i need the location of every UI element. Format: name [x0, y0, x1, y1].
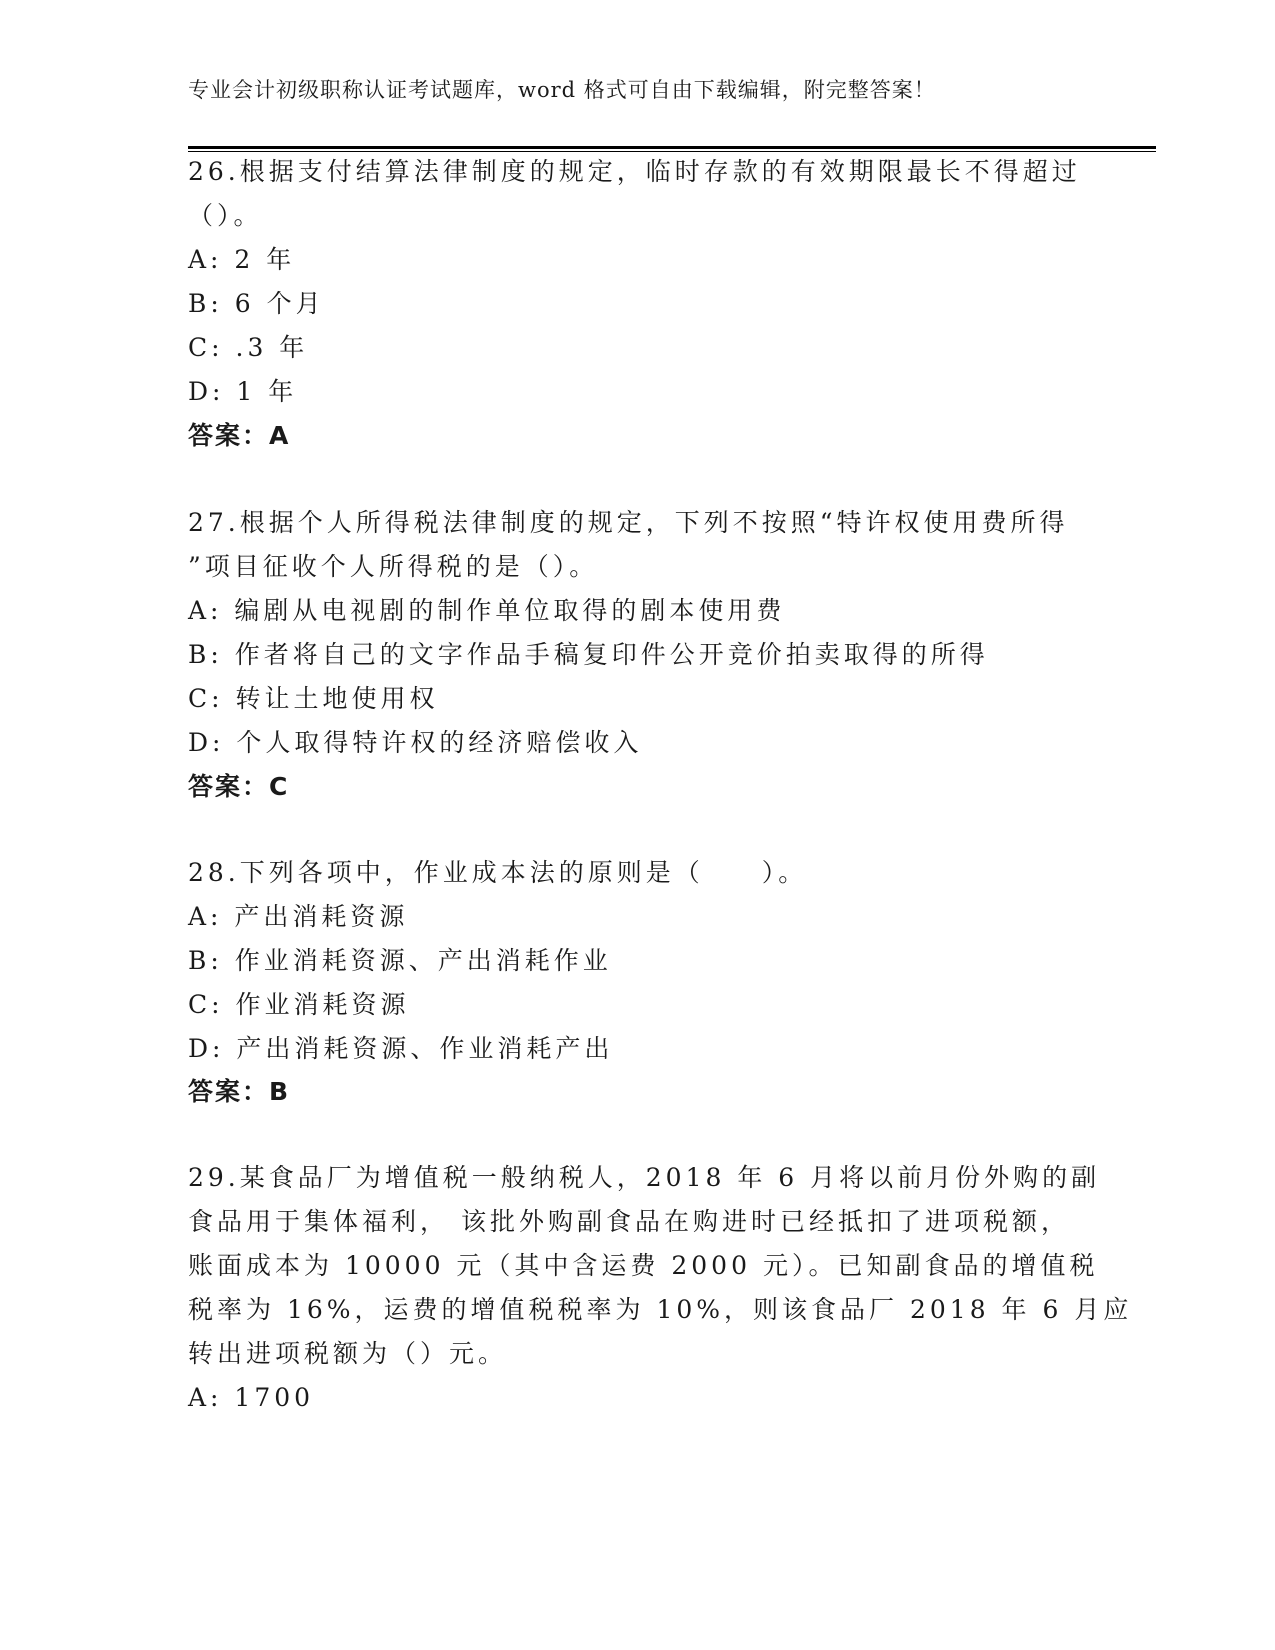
question-29-stem-line-2: 食品用于集体福利， 该批外购副食品在购进时已经抵扣了进项税额， [188, 1207, 1070, 1236]
question-26-stem-line-1: 26.根据支付结算法律制度的规定，临时存款的有效期限最长不得超过 [188, 157, 1081, 186]
question-26-option-b: B: 6 个月 [188, 289, 325, 318]
question-29-stem-line-5: 转出进项税额为（）元。 [188, 1339, 508, 1368]
header-divider [188, 146, 1156, 149]
question-29-stem-line-3: 账面成本为 10000 元（其中含运费 2000 元）。已知副食品的增值税 [188, 1251, 1099, 1280]
question-28-option-c: C: 作业消耗资源 [188, 990, 410, 1019]
question-27-option-c: C: 转让土地使用权 [188, 684, 439, 713]
question-28-option-b: B: 作业消耗资源、产出消耗作业 [188, 946, 612, 975]
question-26-option-d: D: 1 年 [188, 377, 298, 406]
question-27-option-a: A: 编剧从电视剧的制作单位取得的剧本使用费 [188, 596, 786, 625]
question-26-option-c: C: .3 年 [188, 333, 309, 362]
question-27-option-d: D: 个人取得特许权的经济赔偿收入 [188, 728, 643, 757]
question-27-stem-line-2: ”项目征收个人所得税的是（）。 [188, 552, 599, 581]
question-26-stem-line-2: （）。 [188, 201, 263, 230]
question-28-answer: 答案：B [188, 1077, 291, 1106]
question-26-option-a: A: 2 年 [188, 245, 296, 274]
question-29-option-a: A: 1700 [188, 1383, 315, 1412]
question-26-answer: 答案：A [188, 421, 291, 450]
question-28-option-d: D: 产出消耗资源、作业消耗产出 [188, 1034, 614, 1063]
question-27-answer: 答案：C [188, 772, 290, 801]
question-29-stem-line-4: 税率为 16%，运费的增值税税率为 10%，则该食品厂 2018 年 6 月应 [188, 1295, 1133, 1324]
question-29-stem-line-1: 29.某食品厂为增值税一般纳税人，2018 年 6 月将以前月份外购的副 [188, 1163, 1101, 1192]
header-divider-thin [188, 151, 1156, 152]
question-27-stem-line-1: 27.根据个人所得税法律制度的规定，下列不按照“特许权使用费所得 [188, 508, 1069, 537]
question-28-option-a: A: 产出消耗资源 [188, 902, 409, 931]
question-27-option-b: B: 作者将自己的文字作品手稿复印件公开竞价拍卖取得的所得 [188, 640, 989, 669]
page-header: 专业会计初级职称认证考试题库，word 格式可自由下载编辑，附完整答案！ [188, 78, 936, 102]
question-28-stem-line-1: 28.下列各项中，作业成本法的原则是（ ）。 [188, 858, 808, 887]
